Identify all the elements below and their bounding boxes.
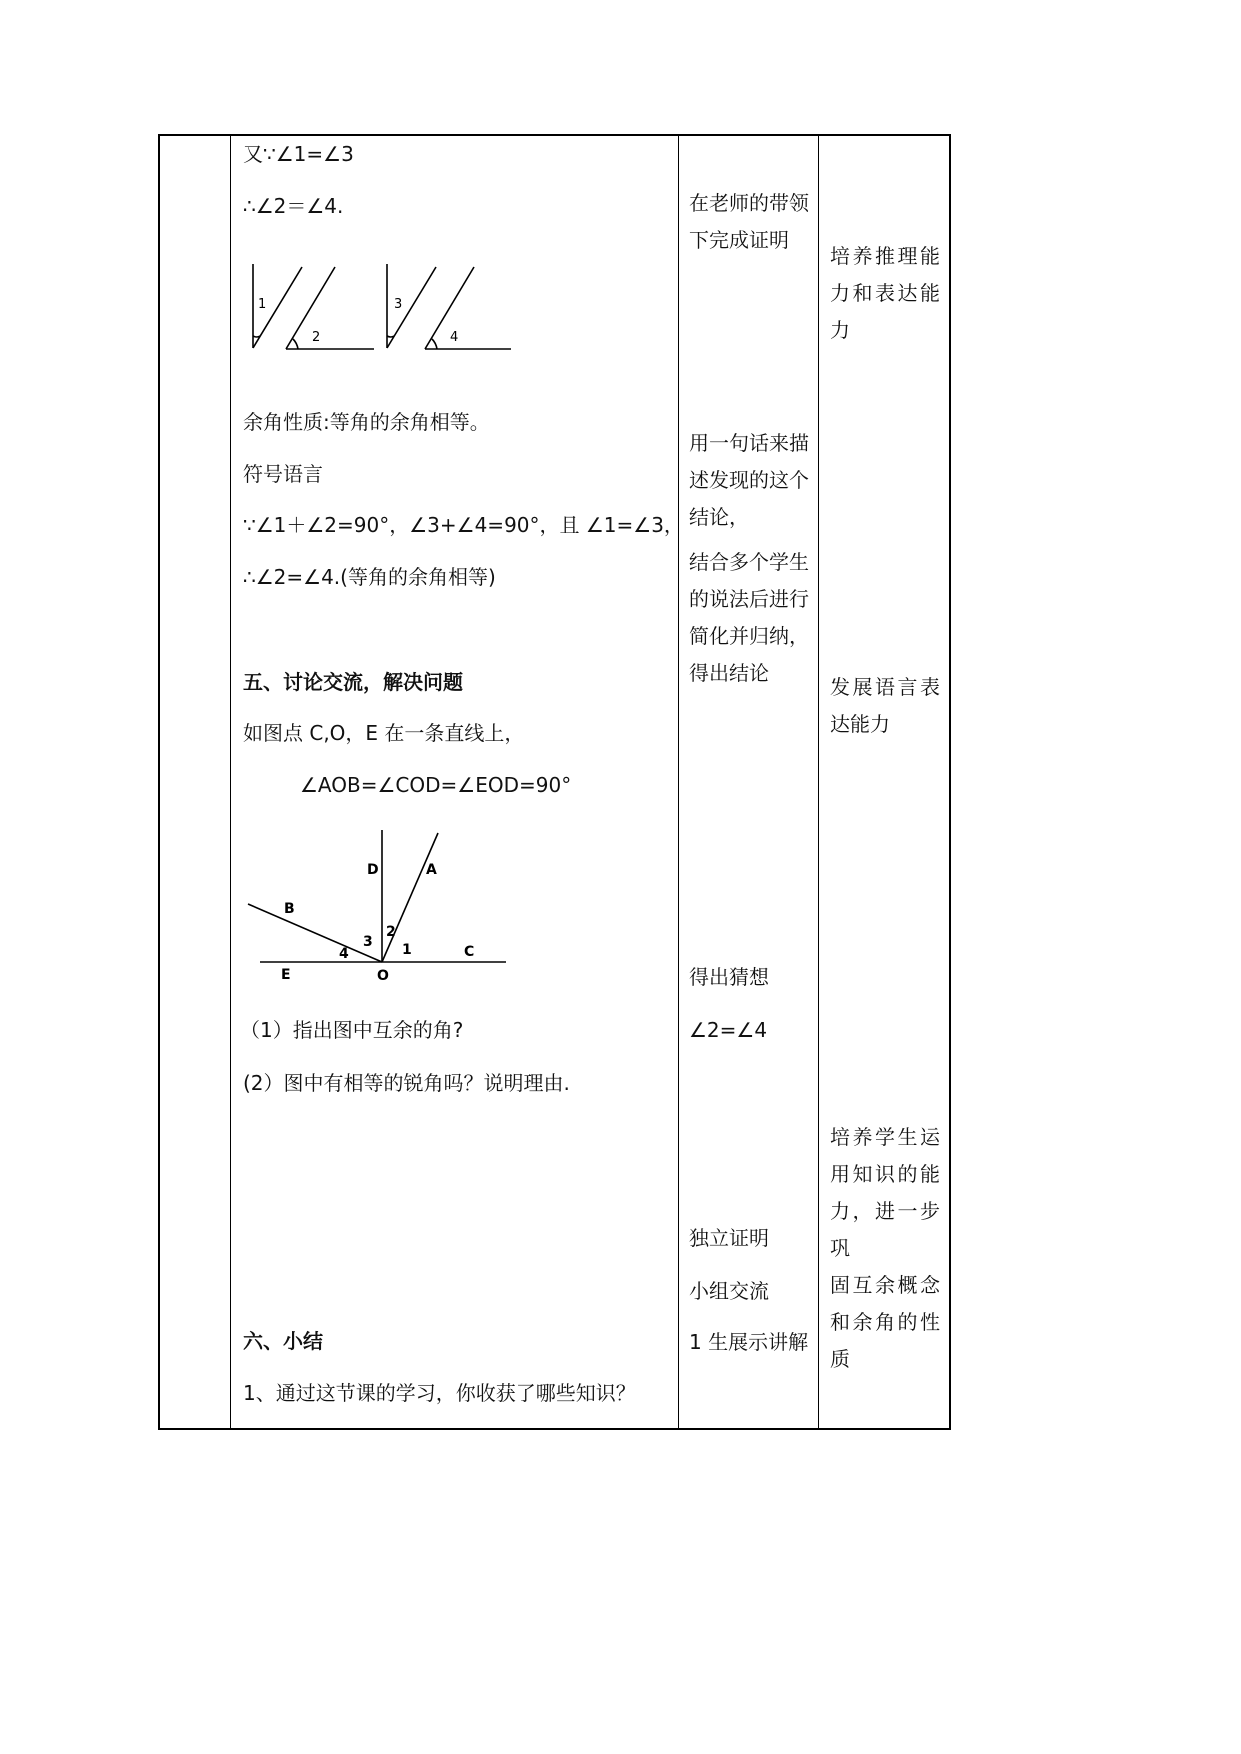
design-intent-1: [830, 238, 940, 349]
design-intent-2: [830, 669, 940, 743]
fig1-arc-3: [387, 336, 394, 337]
fig1-label-2: 2: [312, 330, 321, 345]
design-intent-3-line: 用知识的能: [830, 1162, 940, 1186]
ray-OB: [248, 904, 382, 962]
design-intent-3-line: 培养学生运: [830, 1125, 940, 1149]
complementary-angles-figure: [240, 262, 520, 362]
design-intent-3-line: 质: [830, 1347, 850, 1371]
student-activity-2-line: 用一句话来描: [689, 431, 809, 455]
table-col-border-4: [949, 134, 951, 1430]
table-bottom-border: [158, 1428, 951, 1430]
summary-question-1: 1、通过这节课的学习，你收获了哪些知识？: [243, 1381, 636, 1405]
student-activity-3-line: 的说法后进行: [689, 587, 809, 611]
design-intent-1-line: 培养推理能: [830, 244, 940, 268]
fig1-label-3: 3: [394, 297, 403, 312]
label-4: 4: [339, 946, 349, 962]
because-line: ∵∠1＋∠2=90°，∠3+∠4=90°，且 ∠1=∠3，: [243, 513, 684, 537]
therefore-equation: ∴∠2＝∠4.: [243, 194, 344, 218]
student-activity-2: [689, 425, 813, 536]
problem-intro: 如图点 C,O，E 在一条直线上，: [243, 721, 525, 745]
label-B: B: [284, 901, 295, 917]
label-E: E: [281, 967, 291, 983]
design-intent-3-line: 和余角的性: [830, 1310, 940, 1334]
design-intent-2-line: 发展语言表: [830, 675, 940, 699]
given-equation: 又∵∠1=∠3: [243, 142, 354, 166]
design-intent-3: [830, 1119, 940, 1378]
table-top-border: [158, 134, 951, 136]
label-3: 3: [363, 934, 373, 950]
label-2: 2: [386, 924, 396, 940]
student-activity-3-line: 结合多个学生: [689, 550, 809, 574]
label-C: C: [464, 944, 475, 960]
fig1-slant-2: [286, 267, 335, 349]
fig1-arc-2: [293, 339, 298, 349]
label-1: 1: [402, 942, 412, 958]
student-activity-3-line: 得出结论: [689, 661, 769, 685]
student-conjecture: 得出猜想: [689, 965, 769, 989]
label-D: D: [367, 862, 379, 878]
question-2: (2）图中有相等的锐角吗？说明理由.: [243, 1071, 570, 1095]
table-col-border-2: [678, 134, 679, 1430]
student-conjecture-equation: ∠2=∠4: [689, 1018, 768, 1042]
design-intent-1-line: 力和表达能: [830, 281, 940, 305]
student-activity-3-line: 简化并归纳，: [689, 624, 809, 648]
symbolic-language-label: 符号语言: [243, 462, 323, 486]
student-activity-1-line: 下完成证明: [689, 228, 789, 252]
fig1-arc-4: [432, 339, 437, 349]
fig1-arc-1: [253, 336, 260, 337]
student-activity-2-line: 结论，: [689, 505, 749, 529]
complement-property: 余角性质:等角的余角相等。: [243, 410, 490, 434]
section-5-title: 五、讨论交流，解决问题: [243, 670, 463, 694]
student-activity-3: [689, 544, 813, 692]
table-col-border-0: [158, 134, 160, 1430]
angle-diagram: [246, 828, 516, 988]
problem-angles: ∠AOB=∠COD=∠EOD=90°: [300, 773, 572, 797]
section-6-title: 六、小结: [243, 1329, 323, 1353]
question-1: （1）指出图中互余的角?: [240, 1018, 464, 1042]
table-col-border-1: [230, 134, 231, 1430]
design-intent-2-line: 达能力: [830, 712, 890, 736]
label-O: O: [377, 968, 389, 984]
table-col-border-3: [818, 134, 819, 1430]
label-A: A: [426, 862, 437, 878]
student-group-discussion: 小组交流: [689, 1279, 769, 1303]
student-activity-1-line: 在老师的带领: [689, 191, 809, 215]
student-activity-2-line: 述发现的这个: [689, 468, 809, 492]
therefore-line: ∴∠2=∠4.(等角的余角相等): [243, 565, 496, 589]
design-intent-3-line: 力，进一步巩: [830, 1199, 940, 1260]
design-intent-3-line: 固互余概念: [830, 1273, 940, 1297]
fig1-label-4: 4: [450, 330, 459, 345]
student-activity-1: [689, 185, 813, 259]
fig1-label-1: 1: [258, 297, 267, 312]
student-presentation: 1 生展示讲解: [689, 1330, 809, 1354]
design-intent-1-line: 力: [830, 318, 850, 342]
student-independent-proof: 独立证明: [689, 1226, 769, 1250]
